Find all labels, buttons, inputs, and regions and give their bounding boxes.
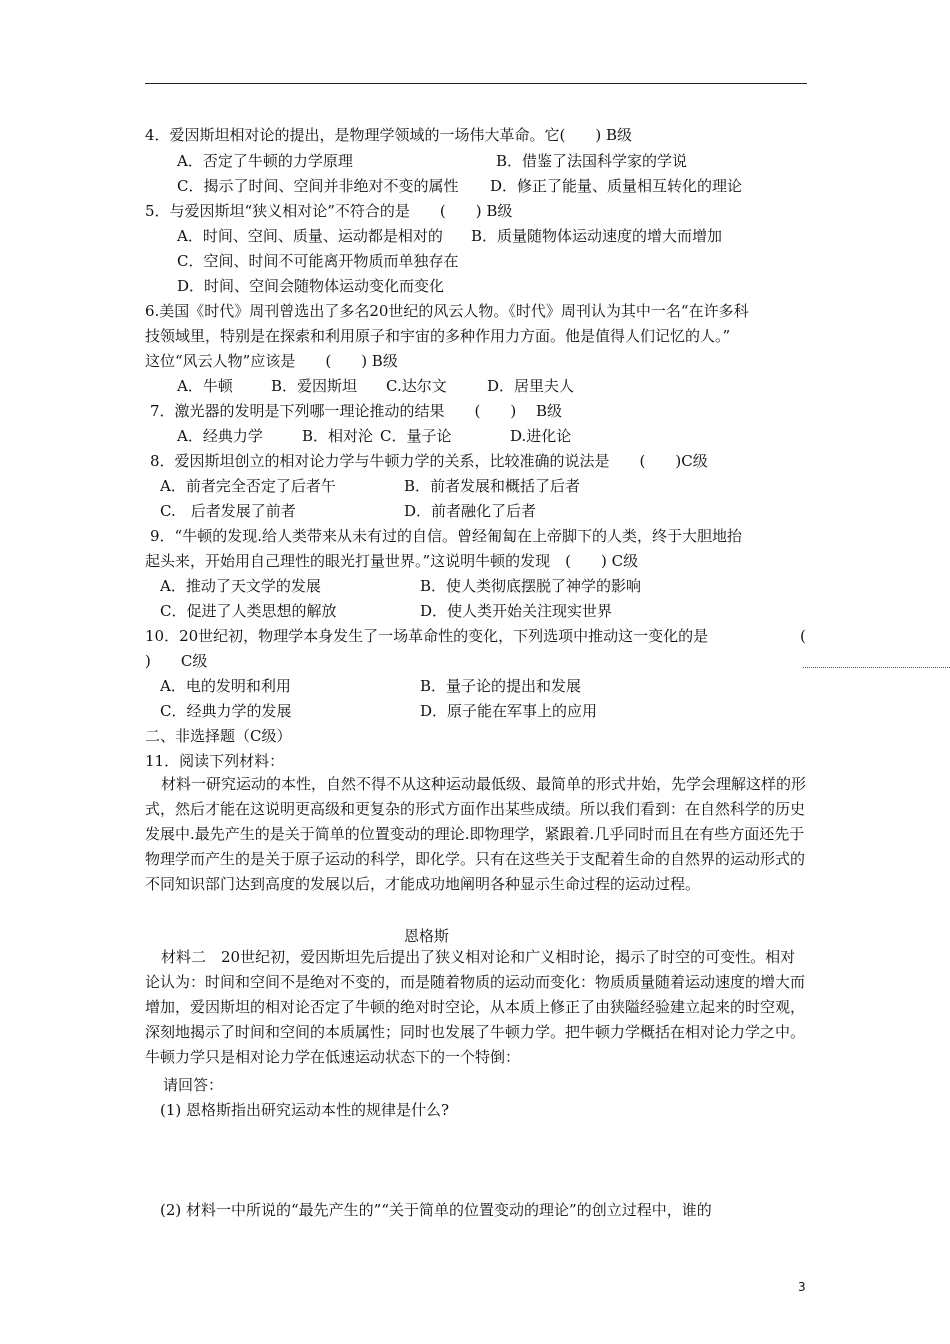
q4-option-d: D．修正了能量、质量相互转化的理论: [490, 177, 743, 195]
page-number: 3: [798, 1280, 806, 1294]
margin-dotted-line: [803, 667, 950, 668]
q4-stem: 4．爱因斯坦相对论的提出，是物理学领域的一场伟大革命。它( ) B级: [145, 126, 633, 144]
q11-sub-question-1: (1) 恩格斯指出研究运动本性的规律是什么?: [160, 1101, 450, 1119]
q7-stem: 7．激光器的发明是下列哪一理论推动的结果 ( ) B级: [150, 402, 563, 420]
header-rule: [145, 83, 807, 84]
q9-option-a: A．推动了天文学的发展: [160, 577, 321, 595]
q10-option-c: C．经典力学的发展: [160, 702, 292, 720]
q10-stem-line2: ) C级: [145, 652, 208, 670]
q6-stem-line3: 这位“风云人物”应该是 ( ) B级: [145, 352, 398, 370]
q4-option-b: B．借鉴了法国科学家的学说: [496, 152, 688, 170]
q5-option-b: B．质量随物体运动速度的增大而增加: [471, 227, 723, 245]
q7-option-d: D.进化论: [510, 427, 572, 445]
q6-option-d: D．居里夫人: [487, 377, 575, 395]
q10-stem-line1: 10．20世纪初，物理学本身发生了一场革命性的变化，下列选项中推动这一变化的是: [145, 627, 709, 645]
q7-option-a: A．经典力学: [177, 427, 263, 445]
q11-stem: 11．阅读下列材料：: [145, 752, 285, 770]
q11-material-2: 材料二 20世纪初，爱因斯坦先后提出了狭义相对论和广义相时论，揭示了时空的可变性。相对论认为：时间和空间不是绝对不变的，而是随着物质的运动而变化：物质质量随着运动速度的增大而增加，爱因斯坦的相对论否定了牛顿的绝对时空论，从本质上修正了由狭隘经验建立起来的时空观，深刻地揭示了时间和空间的本质属性；同时也发展了牛顿力学。把牛顿力学概括在相对论力学之中。牛顿力学只是相对论力学在低速运动状态下的一个特倒：: [145, 948, 806, 1066]
section-heading: 二、非选择题（C级）: [145, 727, 292, 745]
q8-option-d: D．前者融化了后者: [404, 502, 537, 520]
q11-sub-question-2: (2) 材料一中所说的“最先产生的”“关于简单的位置变动的理论”的创立过程中，谁的: [160, 1201, 712, 1219]
q5-stem: 5．与爱因斯坦“狭义相对论”不符合的是 ( ) B级: [145, 202, 513, 220]
q5-option-c: C．空间、时间不可能离开物质而单独存在: [177, 252, 459, 270]
q8-option-b: B．前者发展和概括了后者: [404, 477, 581, 495]
q7-option-c: C．量子论: [380, 427, 452, 445]
q4-option-c: C．揭示了时间、空间并非绝对不变的属性: [177, 177, 459, 195]
q7-option-b: B．相对沦: [302, 427, 374, 445]
q11-prompt: 请回答：: [163, 1076, 224, 1094]
q11-material-1-author: 恩格斯: [404, 927, 450, 945]
q4-option-a: A．否定了牛顿的力学原理: [177, 152, 353, 170]
q9-option-d: D．使人类开始关注现实世界: [420, 602, 613, 620]
q9-stem-line1: 9．“牛顿的发现.给人类带来从未有过的自信。曾经匍匐在上帝脚下的人类，终于大胆地抬: [150, 527, 742, 545]
q6-option-b: B．爱因斯坦: [271, 377, 358, 395]
q6-option-c: C.达尔文: [386, 377, 447, 395]
q9-option-c: C．促进了人类思想的解放: [160, 602, 337, 620]
q8-option-c: C. 后者发展了前者: [160, 502, 296, 520]
q9-option-b: B．使人类彻底摆脱了神学的影响: [420, 577, 642, 595]
q10-option-b: B．量子论的提出和发展: [420, 677, 582, 695]
q6-option-a: A．牛顿: [177, 377, 233, 395]
q6-stem-line2: 技领域里，特别是在探索和利用原子和宇宙的多种作用力方面。他是值得人们记忆的人。”: [145, 327, 731, 345]
q9-stem-line2: 起头来，开始用自己理性的眼光打量世界。”这说明牛顿的发现 ( ) C级: [145, 552, 639, 570]
q8-option-a: A．前者完全否定了后者午: [160, 477, 336, 495]
q10-option-a: A．电的发明和利用: [160, 677, 291, 695]
q5-option-a: A．时间、空间、质量、运动都是相对的: [177, 227, 443, 245]
q5-option-d: D．时间、空间会随物体运动变化而变化: [177, 277, 445, 295]
q8-stem: 8．爱因斯坦创立的相对论力学与牛顿力学的关系，比较准确的说法是 ( )C级: [150, 452, 708, 470]
q11-material-1: 材料一研究运动的本性，自然不得不从这种运动最低级、最简单的形式井始，先学会理解这样的形式，然后才能在这说明更高级和更复杂的形式方面作出某些成绩。所以我们看到：在自然科学的历史发展中.最先产生的是关于简单的位置变动的理论.即物理学，紧跟着.几乎同时而且在有些方面还先于物理学而产生的是关于原子运动的科学，即化学。只有在这些关于支配着生命的自然界的运动形式的不同知识部门达到高度的发展以后，才能成功地阐明各种显示生命过程的运动过程。: [145, 775, 807, 893]
q6-stem-line1: 6.美国《时代》周刊曾选出了多名20世纪的风云人物。《时代》周刊认为其中一名“在许多科: [145, 302, 749, 320]
q10-paren-open: (: [800, 627, 806, 645]
q10-option-d: D．原子能在军事上的应用: [420, 702, 598, 720]
